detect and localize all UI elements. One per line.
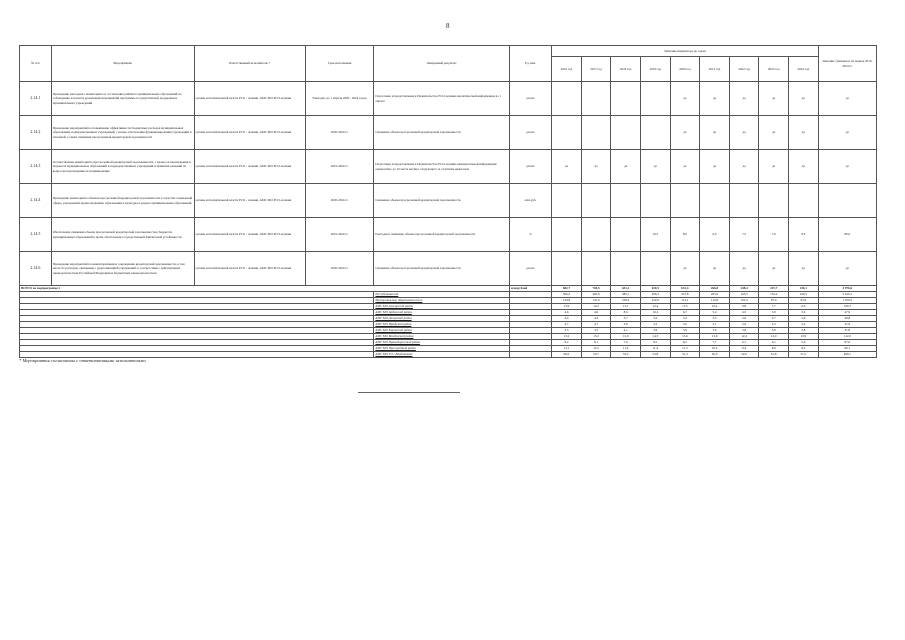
funding-year-value: 11,4 (640, 346, 670, 352)
row-year-value: да (789, 252, 819, 286)
funding-year-value: 131,6 (581, 298, 611, 304)
funding-year-value: 3,3 (640, 322, 670, 328)
row-year-value (581, 184, 611, 218)
funding-year-value: 12,4 (729, 334, 759, 340)
funding-year-value: 12,5 (581, 346, 611, 352)
funding-name: АМС МО Ирафский район (374, 322, 509, 328)
row-unit: да/нет (509, 150, 551, 184)
row-year-value: да (700, 252, 730, 286)
table-row (20, 116, 877, 150)
row-unit: % (509, 218, 551, 252)
total-label: ВСЕГО по подпрограмме 2 (20, 286, 510, 292)
funding-total: 67,6 (818, 340, 876, 346)
header-year: 2024 год (789, 57, 819, 82)
funding-year-value: 2,6 (729, 322, 759, 328)
row-responsible: органы исполнительной власти РСО - Алания, АМС МО РСО-Алания (194, 150, 305, 184)
row-responsible: органы исполнительной власти РСО - Алания, АМС МО РСО-Алания (194, 252, 305, 286)
funding-year-value: 2,7 (759, 316, 789, 322)
funding-year-value: 315,8 (670, 292, 700, 298)
row-year-value (581, 252, 611, 286)
funding-year-value: 95,9 (789, 298, 819, 304)
funding-year-value: 8,6 (759, 346, 789, 352)
row-year-value: да (789, 116, 819, 150)
funding-year-value: 3,5 (640, 316, 670, 322)
row-year-value (581, 82, 611, 116)
funding-year-value: 154,2 (759, 292, 789, 298)
row-number: 2.14.2 (20, 116, 52, 150)
row-year-value (611, 218, 641, 252)
row-year-value: да (670, 150, 700, 184)
funding-year-value: 59,7 (581, 352, 611, 358)
funding-year-value: 13,6 (670, 334, 700, 340)
funding-year-value: 3,7 (611, 316, 641, 322)
funding-year-value: 8,1 (581, 340, 611, 346)
row-year-value (759, 184, 789, 218)
funding-year-value: 3,3 (700, 316, 730, 322)
funding-year-value: 6,7 (729, 340, 759, 346)
row-year-value (581, 116, 611, 150)
funding-year-value: 13,6 (700, 334, 730, 340)
row-year-value (552, 184, 582, 218)
row-result: Подготовка и представление в Правительство РСО-Алания аналитической информации до 1 апреля (374, 82, 509, 116)
row-responsible: органы исполнительной власти РСО - Алания, АМС МО РСО-Алания (194, 184, 305, 218)
funding-year-value: 53,8 (640, 352, 670, 358)
row-event: Проведение мониторинга объемов просроченной кредиторской задолженности в отраслях социальной сферы, учреждений здравоохранения, образования и культуры в разрезе муниципальных образований (51, 184, 194, 218)
footnote: * Мероприятия согласованы с ответственными исполнителями (19, 358, 146, 363)
total-year-value: 266,8 (700, 286, 730, 292)
row-year-value (552, 218, 582, 252)
header-year: 2019 год (640, 57, 670, 82)
funding-year-value: 14,5 (640, 334, 670, 340)
funding-year-value: 52,6 (729, 352, 759, 358)
row-year-value (670, 184, 700, 218)
header-year: 2018 год (611, 57, 641, 82)
row-year-value (611, 184, 641, 218)
funding-year-value: 97,4 (759, 298, 789, 304)
row-unit: да/нет (509, 252, 551, 286)
funding-total: 96,1 (818, 346, 876, 352)
funding-total: 28,8 (818, 316, 876, 322)
row-deadline: 2020-2024 гг. (305, 116, 374, 150)
funding-year-value: 60,0 (552, 352, 582, 358)
row-year-value: да (670, 116, 700, 150)
funding-name: Республиканский (374, 292, 509, 298)
header-unit: Ед. изм. (509, 46, 551, 82)
row-total: да (818, 252, 876, 286)
signature-line (358, 392, 460, 393)
header-values-group: Значение индикатора по годам (552, 46, 818, 57)
row-year-value: 8,0 (789, 218, 819, 252)
funding-year-value: 10,2 (640, 310, 670, 316)
funding-year-value: 10,4 (700, 304, 730, 310)
funding-year-value: 112,8 (700, 298, 730, 304)
page-number: 8 (446, 22, 450, 30)
funding-year-value: 2,8 (729, 328, 759, 334)
funding-year-value: 51,3 (670, 352, 700, 358)
funding-year-value: 465,9 (581, 292, 611, 298)
funding-year-value: 265,6 (700, 292, 730, 298)
row-year-value: да (611, 150, 641, 184)
total-year-value: 631,2 (611, 286, 641, 292)
header-year: 2023 год (759, 57, 789, 82)
total-year-value: 704,5 (581, 286, 611, 292)
row-number: 2.14.4 (20, 184, 52, 218)
funding-year-value: 3,1 (700, 322, 730, 328)
funding-year-value: 4,1 (611, 328, 641, 334)
row-year-value: да (759, 150, 789, 184)
funding-year-value: 13,1 (552, 346, 582, 352)
row-number: 2.14.5 (20, 218, 52, 252)
funding-year-value: 6,9 (789, 304, 819, 310)
funding-year-value: 55,2 (611, 352, 641, 358)
funding-year-value: 3,5 (581, 328, 611, 334)
funding-year-value: 134,8 (552, 298, 582, 304)
row-result: Снижение объема просроченной кредиторской задолженности (374, 252, 509, 286)
funding-year-value: 13,2 (552, 334, 582, 340)
funding-year-value: 7,7 (700, 340, 730, 346)
funding-total: 112,0 (818, 334, 876, 340)
row-year-value: 10,5 (640, 218, 670, 252)
funding-year-value: 4,4 (552, 316, 582, 322)
row-event: Проведение мероприятий по инвентаризации и сокращению кредиторской задолженности, в том числе по расходам, связанным с реорганизацией учреждений, в соответствии с действующим законодательством Российской Федерации и бюджетным законодательством (51, 252, 194, 286)
row-deadline: 2020-2024 гг. (305, 184, 374, 218)
row-number: 2.14.6 (20, 252, 52, 286)
row-year-value: да (670, 82, 700, 116)
row-unit: да/нет (509, 82, 551, 116)
table-row (20, 150, 877, 184)
funding-year-value: 13,1 (611, 304, 641, 310)
row-year-value: 7,6 (759, 218, 789, 252)
row-year-value (552, 252, 582, 286)
funding-year-value: 7,6 (611, 340, 641, 346)
row-year-value (640, 252, 670, 286)
row-year-value (729, 184, 759, 218)
row-year-value: да (729, 82, 759, 116)
table-row (20, 82, 877, 116)
funding-total: 490,1 (818, 352, 876, 358)
funding-year-value: 4,4 (581, 316, 611, 322)
funding-year-value: 506,2 (552, 292, 582, 298)
row-event: Осуществление мониторинга просроченной кредиторской задолженности, с целью её недопущения в бюджетах муниципальных образований и подведомственных учреждений и принятия решений по вопросам недопущения её возникновения (51, 150, 194, 184)
row-unit: млн.руб. (509, 184, 551, 218)
funding-year-value: 8,6 (611, 310, 641, 316)
funding-year-value: 8,2 (670, 340, 700, 346)
row-year-value (640, 184, 670, 218)
funding-year-value: 12,9 (611, 334, 641, 340)
row-total: да (818, 116, 876, 150)
funding-year-value: 6,1 (759, 340, 789, 346)
row-unit: да/нет (509, 116, 551, 150)
row-year-value: да (640, 150, 670, 184)
row-responsible: органы исполнительной власти РСО - Алания, АМС МО РСО-Алания (194, 218, 305, 252)
header-year: 2016 год (552, 57, 582, 82)
row-year-value: да (729, 116, 759, 150)
row-year-value: да (552, 150, 582, 184)
funding-year-value: 8,2 (789, 346, 819, 352)
funding-year-value: 2,2 (759, 322, 789, 328)
row-total: 80,0 (818, 218, 876, 252)
funding-year-value: 3,6 (700, 328, 730, 334)
funding-name: АМС МО Дигорский район (374, 316, 509, 322)
funding-year-value: 382,1 (611, 292, 641, 298)
funding-year-value: 3,5 (552, 328, 582, 334)
row-deadline: 2016-2024 гг. (305, 150, 374, 184)
header-year: 2020 год (670, 57, 700, 82)
indicators-table (19, 45, 877, 358)
header-responsible: Ответственный исполнитель * (194, 46, 305, 82)
row-year-value: да (581, 150, 611, 184)
row-year-value (552, 82, 582, 116)
funding-year-value: 4,7 (552, 322, 582, 328)
total-year-value: 631,4 (670, 286, 700, 292)
row-deadline: Ежегодно до 1 апреля 2020 - 2024 годов (305, 82, 374, 116)
row-event: Обеспечение снижения объема просроченной кредиторской задолженности в бюджетах муниципальных образований в целях обеспечения государственной финансовой устойчивости (51, 218, 194, 252)
header-num: № п/п (20, 46, 52, 82)
row-year-value: да (759, 82, 789, 116)
funding-year-value: 5,4 (700, 310, 730, 316)
funding-year-value: 11,9 (611, 346, 641, 352)
header-total: Значение суммарное на период 2016-2024 гг. (818, 46, 876, 82)
funding-total: 31,8 (818, 328, 876, 334)
row-result: Ежегодное снижение объема просроченной кредиторской задолженности (374, 218, 509, 252)
row-year-value: да (700, 116, 730, 150)
funding-year-value: 4,5 (729, 310, 759, 316)
row-year-value: да (789, 150, 819, 184)
funding-year-value: 51,5 (789, 352, 819, 358)
table-row (20, 218, 877, 252)
row-year-value (611, 252, 641, 286)
funding-year-value: 10,0 (700, 346, 730, 352)
header-year: 2021 год (700, 57, 730, 82)
funding-year-value: 108,4 (611, 298, 641, 304)
funding-year-value: 12,0 (759, 334, 789, 340)
row-number: 2.14.3 (20, 150, 52, 184)
row-responsible: органы исполнительной власти РСО - Алания, АМС МО РСО-Алания (194, 116, 305, 150)
funding-year-value: 122,9 (640, 298, 670, 304)
funding-name: АМС МО Пригородный район (374, 346, 509, 352)
header-result: Ожидаемый результат (374, 46, 509, 82)
row-year-value: да (729, 150, 759, 184)
funding-year-value: 3,9 (640, 328, 670, 334)
funding-name: АМС МО Кировский район (374, 328, 509, 334)
funding-year-value: 8,5 (640, 340, 670, 346)
funding-year-value: 51,8 (759, 352, 789, 358)
row-year-value: да (759, 252, 789, 286)
funding-year-value: 4,6 (581, 310, 611, 316)
funding-year-value: 3,9 (759, 310, 789, 316)
header-deadline: Срок исполнения (305, 46, 374, 82)
row-total: да (818, 150, 876, 184)
funding-year-value: 10,9 (789, 334, 819, 340)
funding-year-value: 15,2 (581, 334, 611, 340)
funding-year-value: 3,0 (670, 322, 700, 328)
total-year-value: 247,7 (759, 286, 789, 292)
row-year-value: 6,0 (700, 218, 730, 252)
total-sum: 3 976,6 (818, 286, 876, 292)
row-year-value: 7,5 (729, 218, 759, 252)
funding-name: АМС МО ГО г.Владикавказ (374, 352, 509, 358)
funding-blank (20, 352, 374, 358)
header-event: Мероприятия (51, 46, 194, 82)
row-year-value (611, 116, 641, 150)
funding-year-value: 3,9 (789, 310, 819, 316)
funding-year-value: 7,7 (759, 304, 789, 310)
row-year-value (552, 116, 582, 150)
row-year-value: да (700, 82, 730, 116)
funding-year-value: 11,3 (670, 346, 700, 352)
funding-year-value: 101,9 (729, 298, 759, 304)
funding-year-value: 50,0 (700, 352, 730, 358)
funding-row (20, 352, 877, 358)
total-year-value: 230,1 (789, 286, 819, 292)
row-year-value: да (670, 252, 700, 286)
funding-unit (509, 352, 551, 358)
total-year-value: 248,4 (729, 286, 759, 292)
funding-total: 31,9 (818, 322, 876, 328)
row-number: 2.14.1 (20, 82, 52, 116)
funding-name: АМС МО Алагирский район (374, 304, 509, 310)
funding-year-value: 2,9 (729, 316, 759, 322)
funding-year-value: 3,9 (759, 328, 789, 334)
row-year-value: да (729, 252, 759, 286)
funding-year-value: 3,9 (670, 328, 700, 334)
funding-year-value: 6,7 (670, 310, 700, 316)
funding-total: 2 916,1 (818, 292, 876, 298)
row-year-value (640, 116, 670, 150)
row-total (818, 184, 876, 218)
header-year: 2017 год (581, 57, 611, 82)
row-year-value: да (759, 116, 789, 150)
funding-total: 1 079,5 (818, 298, 876, 304)
funding-year-value: 12,4 (640, 304, 670, 310)
funding-name: АМС МО Ардонский район (374, 310, 509, 316)
row-year-value (640, 82, 670, 116)
funding-year-value: 109,5 (789, 292, 819, 298)
funding-year-value: 11,5 (670, 304, 700, 310)
row-result: Подготовка и представление в Правительство РСО-Алания ежеквартальной информации ежемесячно до 10 числа месяца, следующего за отчетным кварталом (374, 150, 509, 184)
header-year: 2022 год (729, 57, 759, 82)
funding-year-value: 9,8 (729, 304, 759, 310)
row-result: Снижение объема просроченной кредиторской задолженности (374, 184, 509, 218)
row-year-value: да (789, 82, 819, 116)
funding-year-value: 2,8 (789, 328, 819, 334)
funding-year-value: 14,2 (581, 304, 611, 310)
table-row (20, 252, 877, 286)
row-year-value (789, 184, 819, 218)
funding-year-value: 13,6 (552, 304, 582, 310)
funding-year-value: 8,2 (552, 340, 582, 346)
funding-name: АМС МО Моздокский район (374, 334, 509, 340)
table-row (20, 184, 877, 218)
row-responsible: органы исполнительной власти РСО - Алания, АМС МО РСО-Алания (194, 82, 305, 116)
funding-year-value: 163,5 (729, 292, 759, 298)
funding-total: 100,3 (818, 304, 876, 310)
row-deadline: 2020-2024 гг. (305, 252, 374, 286)
funding-name: Муниципальные образования всего (374, 298, 509, 304)
row-year-value: 8,0 (670, 218, 700, 252)
funding-year-value: 114,1 (670, 298, 700, 304)
row-result: Снижение объема просроченной кредиторской задолженности (374, 116, 509, 150)
row-deadline: 2016-2024 гг. (305, 218, 374, 252)
row-year-value: да (700, 150, 730, 184)
total-year-value: 610,5 (640, 286, 670, 292)
funding-year-value: 2,4 (789, 322, 819, 328)
total-unit: млн.рублей (509, 286, 551, 292)
funding-year-value: 5,6 (789, 340, 819, 346)
funding-year-value: 3,4 (670, 316, 700, 322)
funding-year-value: 2,9 (789, 316, 819, 322)
row-total: да (818, 82, 876, 116)
row-year-value (700, 184, 730, 218)
funding-year-value: 3,8 (611, 322, 641, 328)
total-year-value: 682,7 (552, 286, 582, 292)
row-event: Проведение ежегодного мониторинга и составление рейтинга муниципальных образований по соблюдению и полноте реализации мероприятий программы государственной поддержки и муниципальных учреждений (51, 82, 194, 116)
funding-year-value: 4,6 (552, 310, 582, 316)
row-year-value (581, 218, 611, 252)
funding-total: 47,9 (818, 310, 876, 316)
row-event: Проведение мероприятий по повышению эффективности бюджетных расходов муниципальных образований, подведомственных учреждений, с целью обеспечения функционирования учреждений и платежей, а также снижения просроченной кредиторской задолженности (51, 116, 194, 150)
funding-year-value: 296,3 (640, 292, 670, 298)
funding-name: АМС МО Правобережный район (374, 340, 509, 346)
funding-year-value: 4,7 (581, 322, 611, 328)
funding-year-value: 9,4 (729, 346, 759, 352)
row-year-value (611, 82, 641, 116)
header-row-top (20, 46, 877, 57)
